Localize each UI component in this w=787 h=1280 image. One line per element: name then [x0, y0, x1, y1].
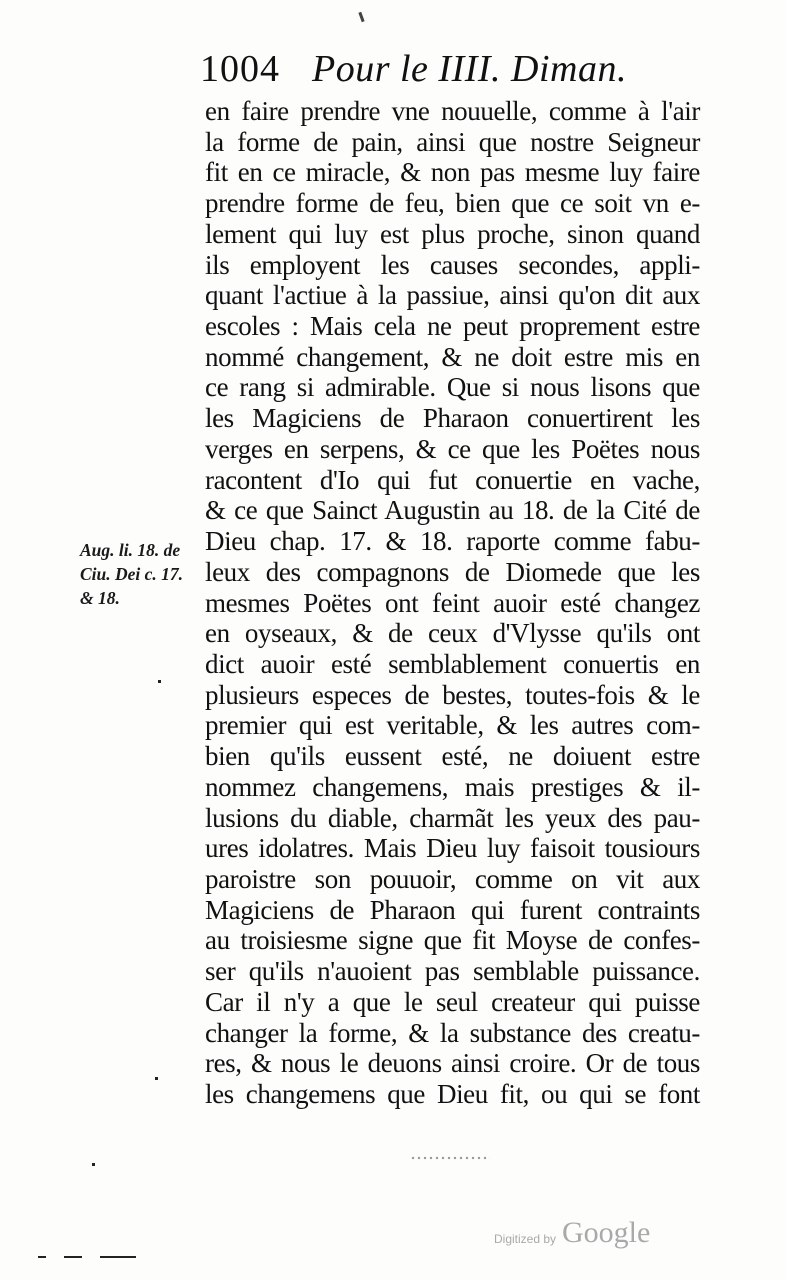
margin-note-line: & 18. [80, 588, 120, 608]
text-line: les changemens que Dieu fit, ou qui se font [205, 1079, 700, 1109]
speck [92, 1163, 95, 1166]
text-line: res, & nous le deuons ainsi croire. Or de tous [205, 1048, 700, 1079]
text-line: fit en ce miracle, & non pas mesme luy faire [205, 157, 700, 188]
text-line: plusieurs especes de bestes, toutes-fois & le [205, 679, 700, 710]
text-line: racontent d'Io qui fut conuertie en vache, [205, 464, 700, 495]
text-line: lement qui luy est plus proche, sinon quand [205, 218, 700, 249]
running-title: Pour le IIII. Diman. [312, 48, 627, 90]
speck [158, 680, 161, 683]
text-line: Car il n'y a que le seul createur qui puisse [205, 986, 700, 1017]
scan-edge-mark [100, 1256, 136, 1258]
google-logo: Google [562, 1216, 651, 1249]
page-end-dots [410, 1155, 490, 1161]
body-text [205, 96, 700, 1110]
ink-mark [358, 12, 364, 22]
text-line: mesmes Poëtes ont feint auoir esté changez [205, 587, 700, 618]
text-line: paroistre son pouuoir, comme on vit aux [205, 863, 700, 894]
speck [155, 1077, 158, 1080]
text-line: au troisiesme signe que fit Moyse de confes- [205, 925, 700, 956]
text-line: nommé changement, & ne doit estre mis en [205, 341, 700, 372]
text-line: ils employent les causes secondes, appli- [205, 249, 700, 280]
text-line: ures idolatres. Mais Dieu luy faisoit tousiours [205, 833, 700, 864]
text-line: bien qu'ils eussent esté, ne doiuent estre [205, 741, 700, 772]
text-line: & ce que Sainct Augustin au 18. de la Cité de [205, 495, 700, 526]
text-line: nommez changemens, mais prestiges & il- [205, 771, 700, 802]
scan-edge-mark [64, 1256, 82, 1258]
text-line: Magiciens de Pharaon qui furent contraints [205, 894, 700, 925]
text-line: dict auoir esté semblablement conuertis en [205, 648, 700, 679]
text-line: premier qui est veritable, & les autres com- [205, 710, 700, 741]
watermark-digitized-text: Digitized by [494, 1232, 557, 1246]
text-line: ser qu'ils n'auoient pas semblable puissance. [205, 956, 700, 987]
text-line: verges en serpens, & ce que les Poëtes nous [205, 433, 700, 464]
text-line: lusions du diable, charmãt les yeux des pau- [205, 802, 700, 833]
page-header [200, 44, 720, 94]
margin-note-line: Ciu. Dei c. 17. [80, 564, 184, 584]
text-line: ce rang si admirable. Que si nous lisons que [205, 372, 700, 403]
text-line: en oyseaux, & de ceux d'Vlysse qu'ils ont [205, 618, 700, 649]
margin-note-line: Aug. li. 18. de [80, 540, 181, 560]
scan-edge-mark [38, 1256, 46, 1258]
text-line: prendre forme de feu, bien que ce soit vn e- [205, 188, 700, 219]
digitized-by-google-watermark [494, 1216, 664, 1256]
text-line: leux des compagnons de Diomede que les [205, 556, 700, 587]
text-line: quant l'actiue à la passiue, ainsi qu'on dit aux [205, 280, 700, 311]
text-line: la forme de pain, ainsi que nostre Seigneur [205, 126, 700, 157]
text-line: escoles : Mais cela ne peut proprement estre [205, 311, 700, 342]
text-line: Dieu chap. 17. & 18. raporte comme fabu- [205, 526, 700, 557]
text-line: en faire prendre vne nouuelle, comme à l'air [205, 96, 700, 126]
page-number: 1004 [200, 48, 280, 90]
text-line: changer la forme, & la substance des creatu- [205, 1017, 700, 1048]
text-line: les Magiciens de Pharaon conuertirent les [205, 403, 700, 434]
margin-note [80, 538, 204, 610]
